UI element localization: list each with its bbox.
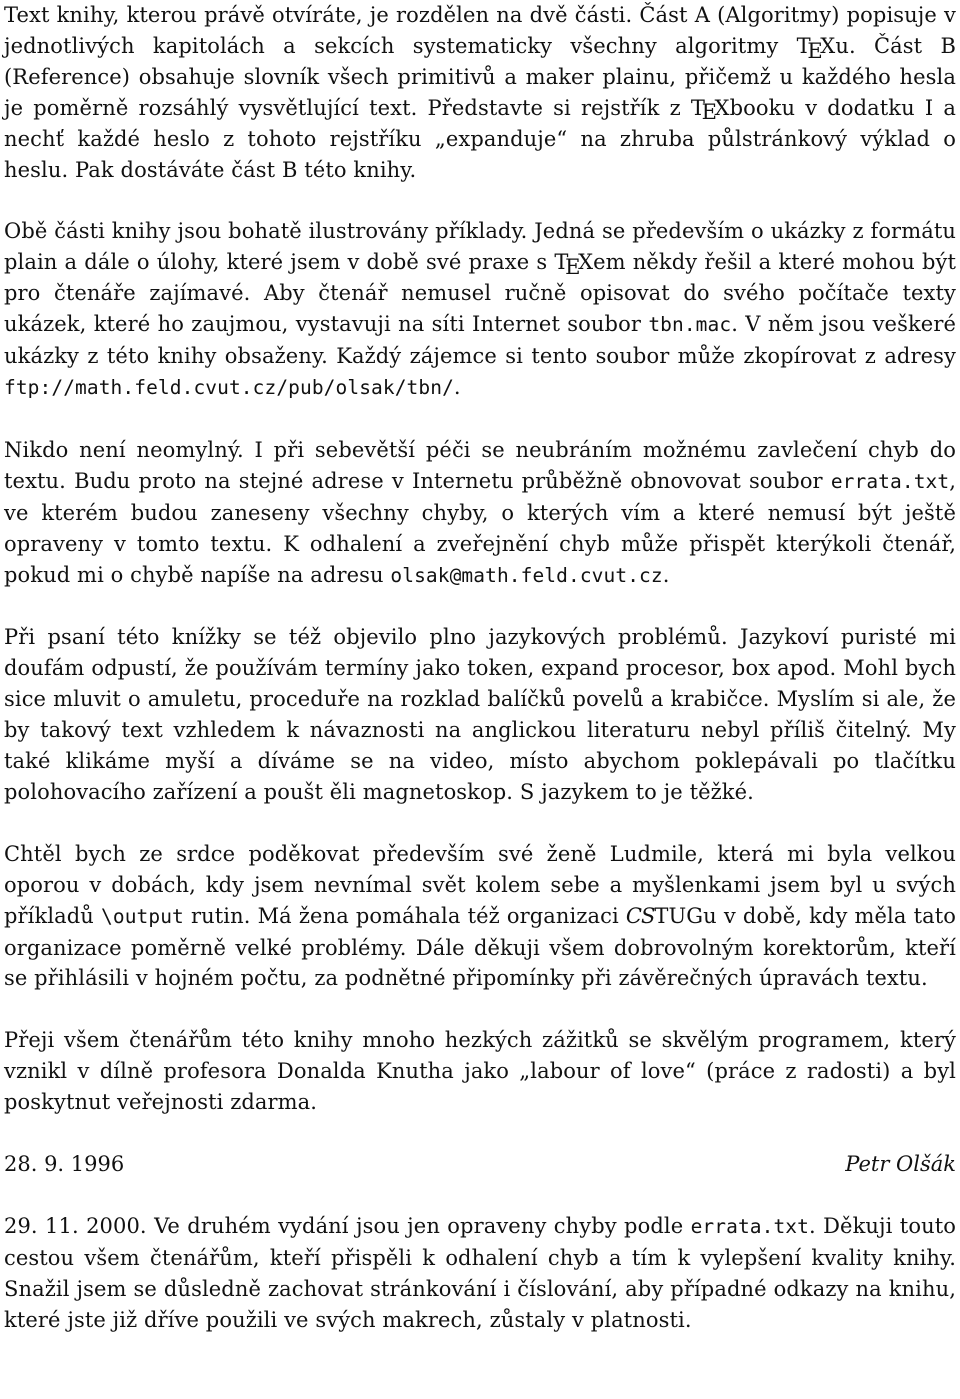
signature-date: 28. 9. 1996 [4,1152,125,1177]
filename-errata-2: errata.txt [690,1215,809,1238]
signature-name: Petr Olšák [845,1152,956,1177]
paragraph-second-edition: 29. 11. 2000. Ve druhém vydání jsou jen opraveny chyby podle errata.txt. Děkuji touto cestou všem čtenářům, kteří přispěli k odhalení chyb a tím k vylepšení kvality knihy. Snažil jsem se důsledně zachovat stránkování i číslování, aby případné odkazy na knihu, které jste již dříve použili ve svých makrech, zůstaly v platnosti. [4,1214,956,1332]
signature-line [4,1149,956,1180]
second-edition-date: 29. 11. 2000. [4,1214,147,1238]
paragraph-language: Při psaní této knížky se též objevilo plno jazykových problémů. Jazykoví puristé mi doufám odpustí, že používám termíny jako token, expand procesor, box apod. Mohl bych sice mluvit o amuletu, proceduře na rozklad balíčků povelů a krabičce. Myslím si ale, že by takový text vzhledem k návaznosti na anglickou literaturu nebyl příliš čitelný. My také klikáme myší a díváme se na video, místo abychom poklepávali po tlačítku polohovacího zařízení a poušt ěli magnetoskop. S jazykem to je těžké. [4,625,956,804]
code-output: \output [101,904,184,928]
paragraph-thanks: Chtěl bych ze srdce poděkovat především své ženě Ludmile, která mi byla velkou oporou v dobách, kdy jsem nevnímal svět kolem sebe a myšlenkami jsem byl u svých příkladů \output rutin. Má žena pomáhala též organizaci CSTUGu v době, kdy měla tato organizace poměrně velké problémy. Dále děkuji všem dobrovolným korektorům, kteří se přihlásili v hojném počtu, za podnětné připomínky při závěrečných úpravách textu. [4,841,957,991]
paragraph-examples: Obě části knihy jsou bohatě ilustrovány příklady. Jedná se především o ukázky z formátu plain a dále o úlohy, které jsem v době své praxe s TEXem někdy řešil a které mohou být pro čtenáře zajímavé. Aby čtenář nemusel ručně opisovat do svého počítače texty ukázek, které ho zaujmou, vystavuji na síti Internet soubor tbn.mac. V něm jsou veškeré ukázky z této knihy obsaženy. Každý zájemce si tento soubor může zkopírovat z adresy ftp://math.feld.cvut.cz/pub/olsak/tbn/. [4,219,957,399]
tex-logo: TEX [796,33,836,63]
paragraph-intro: Text knihy, kterou právě otvíráte, je rozdělen na dvě části. Část A (Algoritmy) popisuje v jednotlivých kapitolách a sekcích systematicky všechny algoritmy TEXu. Část B (Reference) obsahuje slovník všech primitivů a maker plainu, přičemž u každého hesla je poměrně rozsáhlý vysvětlující text. Představte si rejstřík z TEXbooku v dodatku I a nechť každé heslo z tohoto rejstříku „expanduje“ na zhruba půlstránkový výklad o heslu. Pak dostáváte část B této knihy. [4,3,957,182]
ftp-url[interactable]: ftp://math.feld.cvut.cz/pub/olsak/tbn/ [4,375,454,399]
filename-tbn-mac: tbn.mac [648,313,732,337]
filename-errata: errata.txt [830,469,950,493]
paragraph-wishes: Přeji všem čtenářům této knihy mnoho hezkých zážitků se skvělým programem, který vznikl v dílně profesora Donalda Knutha jako „labour of love“ (práce z radosti) a byl poskytnut veřejnosti zdarma. [4,1028,956,1115]
email-address[interactable]: olsak@math.feld.cvut.cz [390,563,663,587]
paragraph-errata: Nikdo není neomylný. I při sebevětší péči se neubráním možnému zavlečení chyb do textu. Budu proto na stejné adrese v Internetu průběžně obnovovat soubor errata.txt, ve kterém budou zaneseny všechny chyby, o kterých vím a které nemusí být ještě opraveny v tomto textu. K odhalení a zveřejnění chyb může přispět kterýkoli čtenář, pokud mi o chybě napíše na adresu olsak@math.feld.cvut.cz. [4,437,956,587]
cs-logo: CS [625,903,655,928]
tex-logo: TEX [554,250,594,279]
tex-logo: TEX [690,95,730,125]
